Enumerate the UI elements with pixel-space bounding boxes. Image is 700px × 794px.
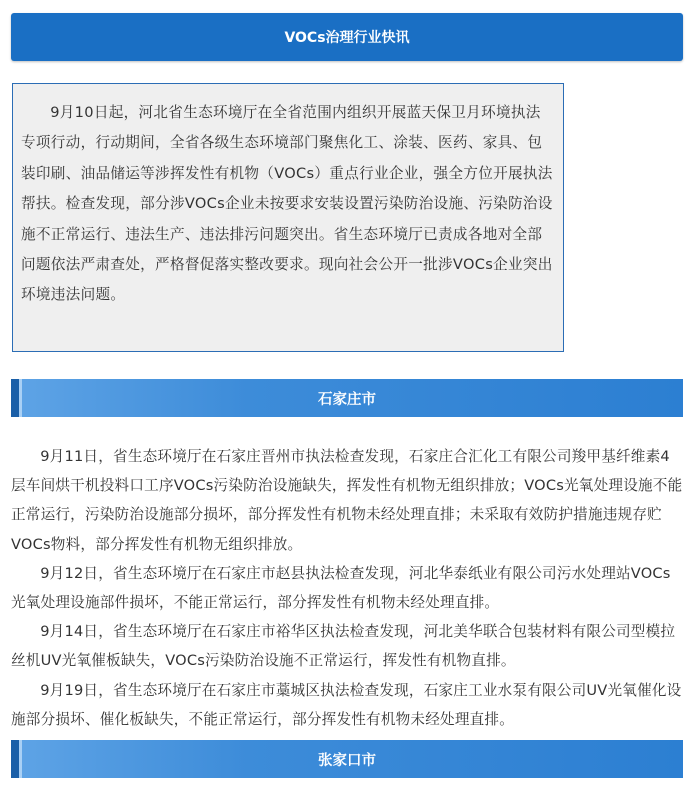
section-accent-highlight [19, 740, 22, 778]
body-paragraph: 9月14日，省生态环境厅在石家庄市裕华区执法检查发现，河北美华联合包装材料有限公司型模拉丝机UV光氧催板缺失，VOCs污染防治设施不正常运行，挥发性有机物直排。 [11, 623, 676, 670]
section-accent-stripe [11, 740, 19, 778]
page-title-banner [11, 13, 683, 61]
intro-box [12, 83, 564, 352]
section-body-shijiazhuang [11, 442, 683, 734]
section-header-shijiazhuang [11, 379, 683, 417]
section-accent-stripe [11, 379, 19, 417]
body-paragraph: 9月19日，省生态环境厅在石家庄市藁城区执法检查发现，石家庄工业水泵有限公司UV光氧催化设施部分损坏、催化板缺失，不能正常运行，部分挥发性有机物未经处理直排。 [11, 681, 682, 728]
body-paragraph: 9月11日，省生态环境厅在石家庄晋州市执法检查发现，石家庄合汇化工有限公司羧甲基纤维素4层车间烘干机投料口工序VOCs污染防治设施缺失，挥发性有机物无组织排放；VOCs光氧处理设施不能正常运行，污染防治设施部分损坏，部分挥发性有机物未经处理直排；未采取有效防护措施违规存贮VOCs物料，部分挥发性有机物无组织排放。 [11, 448, 683, 553]
section-title: 张家口市 [318, 752, 376, 769]
section-header-zhangjiakou [11, 740, 683, 778]
intro-paragraph: 9月10日起，河北省生态环境厅在全省范围内组织开展蓝天保卫月环境执法专项行动，行动期间，全省各级生态环境部门聚焦化工、涂装、医药、家具、包装印刷、油品储运等涉挥发性有机物（VOCs）重点行业企业，强全方位开展执法帮扶。检查发现，部分涉VOCs企业未按要求安装设置污染防治设施、污染防治设施不正常运行、违法生产、违法排污问题突出。省生态环境厅已责成各地对全部问题依法严肃查处，严格督促落实整改要求。现向社会公开一批涉VOCs企业突出环境违法问题。 [21, 104, 553, 304]
page-title: VOCs治理行业快讯 [284, 30, 410, 46]
section-accent-highlight [19, 379, 22, 417]
section-title: 石家庄市 [318, 391, 376, 408]
body-paragraph: 9月12日，省生态环境厅在石家庄市赵县执法检查发现，河北华泰纸业有限公司污水处理站VOCs光氧处理设施部件损坏，不能正常运行，部分挥发性有机物未经处理直排。 [11, 564, 671, 612]
